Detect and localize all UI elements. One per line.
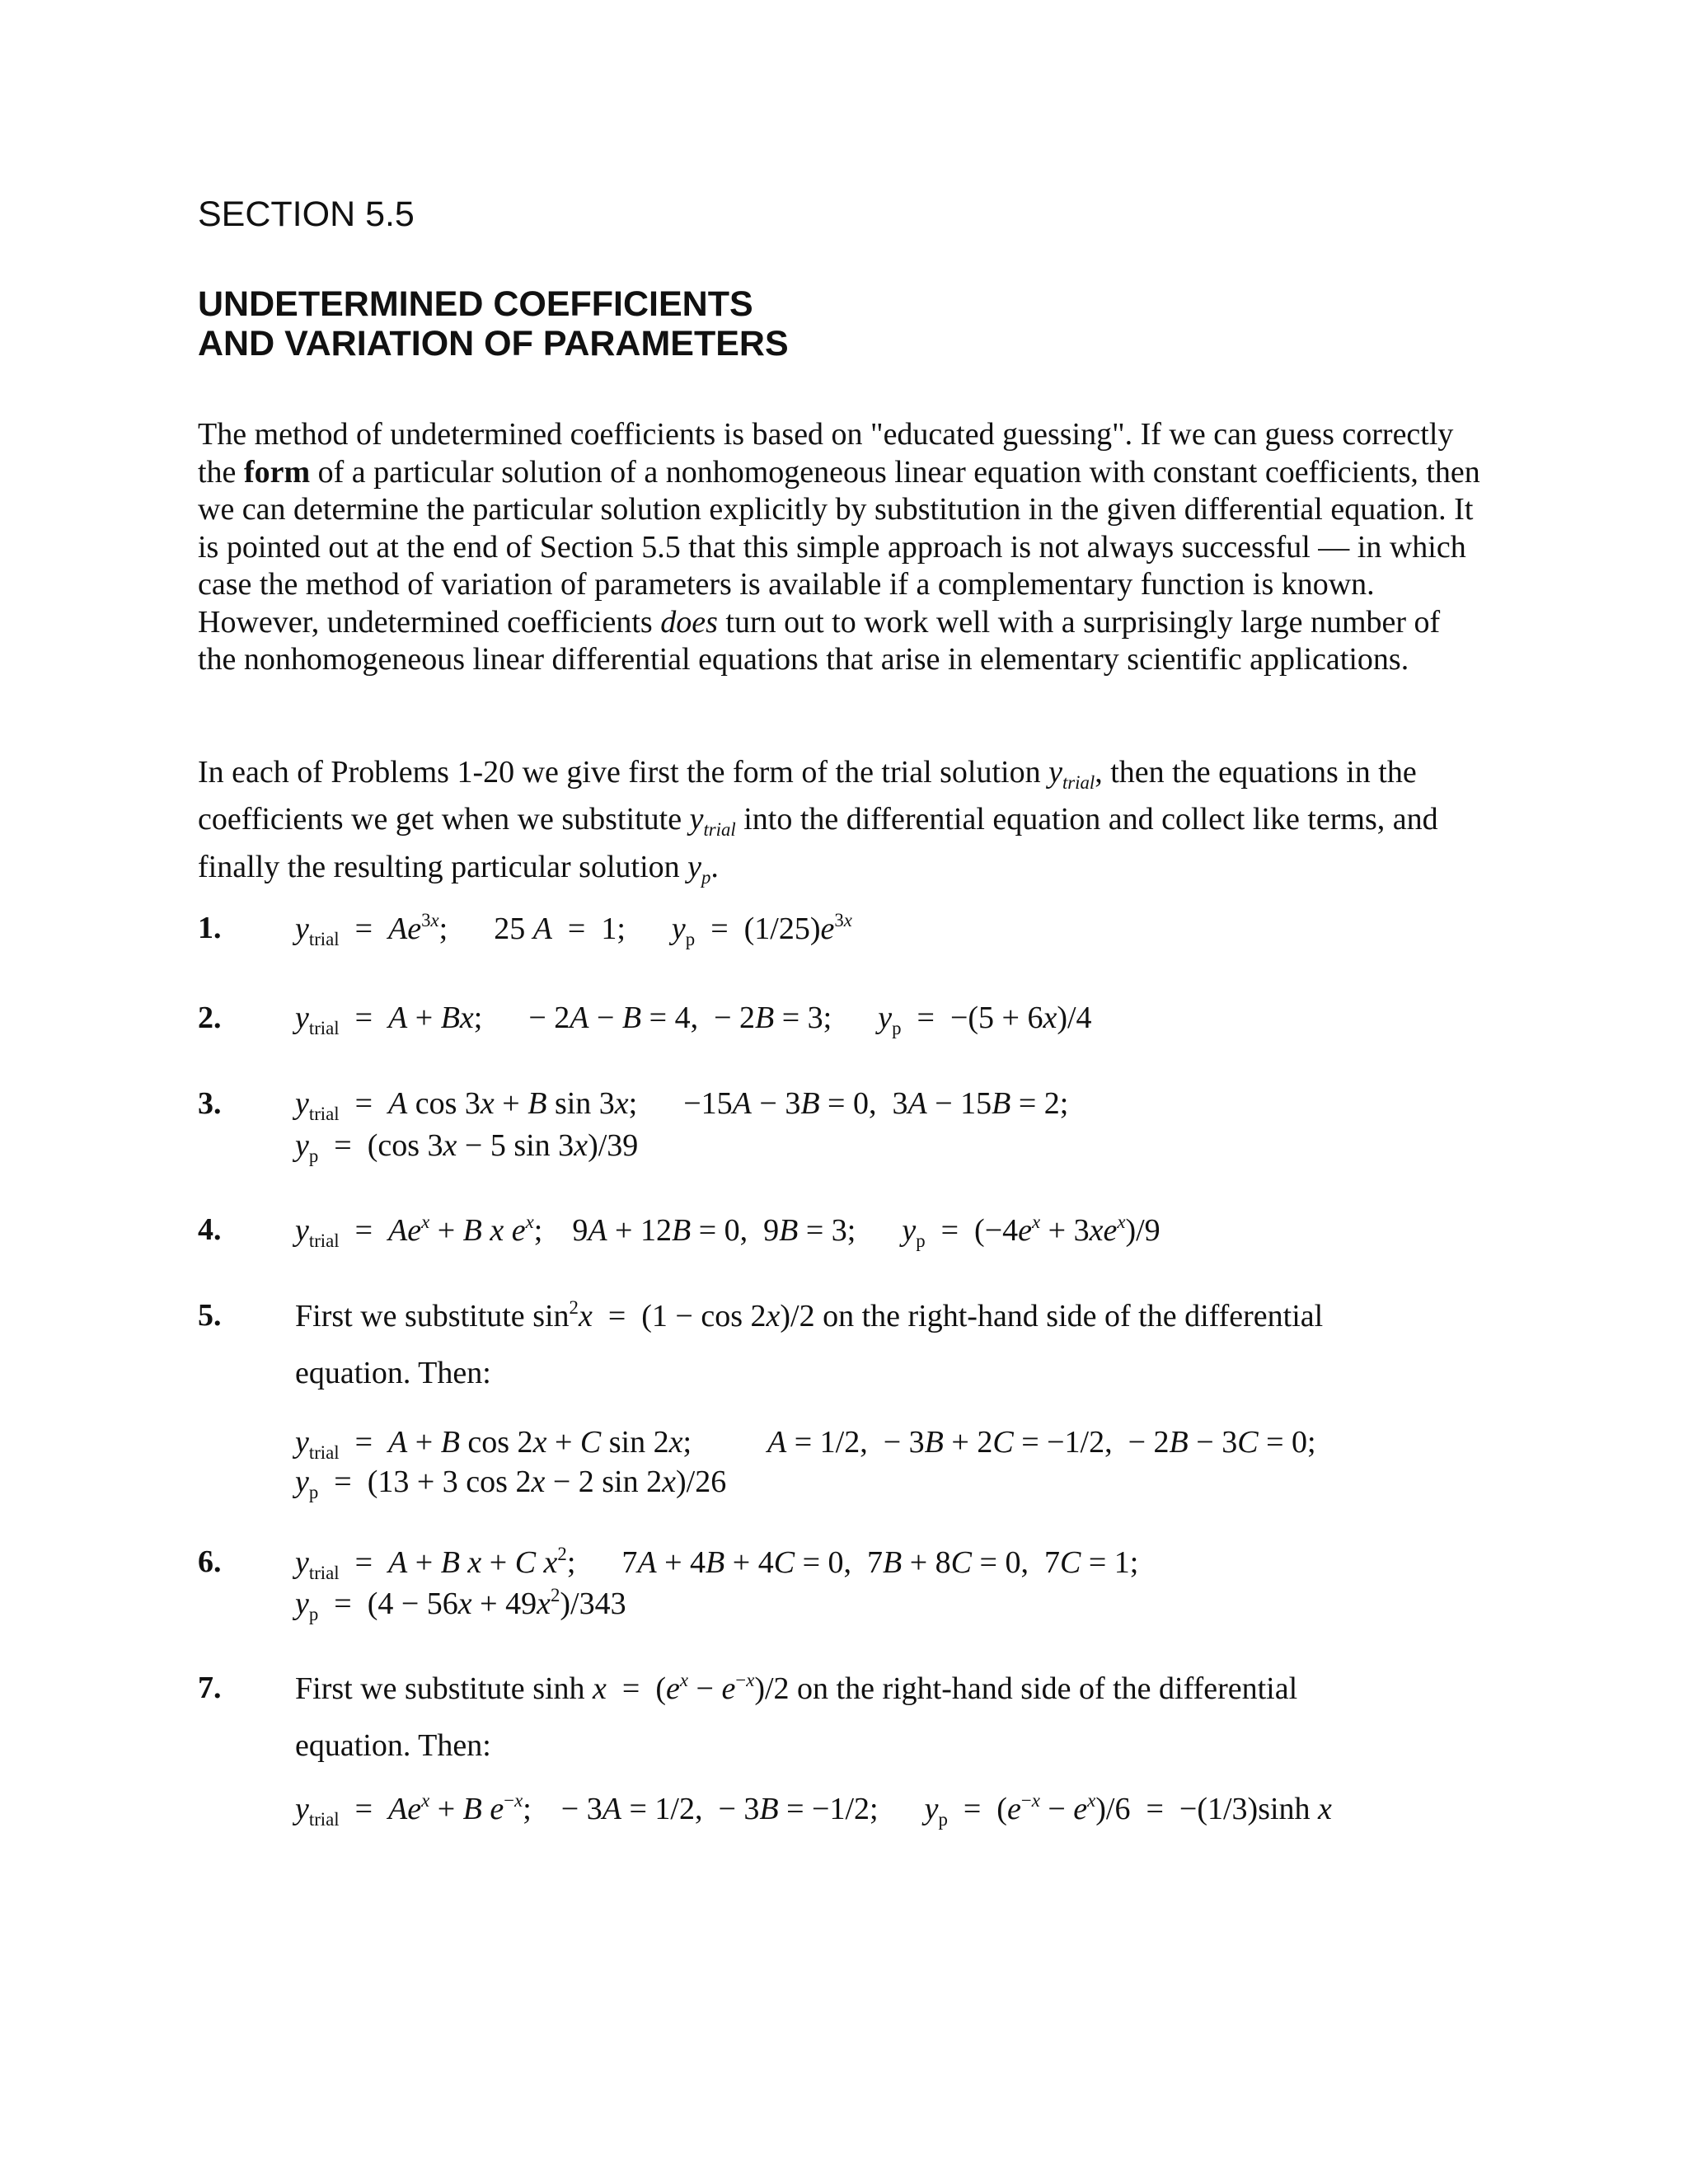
lead-paragraph: In each of Problems 1-20 we give first the form of the trial solution $y_{trial}$, then the equations in the coefficients we get when we substitute $y_{trial}$ into the differential equation and collect like terms, and finally the resulting particular solution $y_p$. xyxy=(198,755,1438,888)
heading-line-1: UNDETERMINED COEFFICIENTS xyxy=(198,284,753,324)
bold-form: form xyxy=(243,454,311,490)
problem-number: 2. xyxy=(198,1001,222,1035)
heading-line-2: AND VARIATION OF PARAMETERS xyxy=(198,324,789,363)
equation-line: $y_{trial} = Ae^{3x}$; 25 A = 1; $y_p = (1/25)e^{3x}$ xyxy=(295,910,852,949)
section-number: SECTION 5.5 xyxy=(198,194,415,234)
equation-line: $y_p = (13 + 3$ cos 2x − 2 sin 2x)/26 xyxy=(295,1465,727,1502)
problem-text: equation. Then: xyxy=(295,1356,491,1390)
problem-text: equation. Then: xyxy=(295,1728,491,1763)
problem-text: First we substitute $\sinh x = (e^x - e^{-x})/2$ on the right-hand side of the differential xyxy=(295,1670,1298,1706)
equation-line: $y_{trial} = A + B$ x + C $x^2$; 7A + 4B + 4C = 0, 7B + 8C = 0, 7C = 1; xyxy=(295,1544,1139,1583)
equation-line: $y_{trial} = A$ cos 3x + B sin 3x; −15A − 3B = 0, 3A − 15B = 2; xyxy=(295,1086,1069,1124)
y-p-symbol: $y_p$ xyxy=(687,849,711,888)
y-trial-symbol: $y_{trial}$ xyxy=(1048,755,1095,793)
italic-does: does xyxy=(660,604,718,640)
problem-number: 7. xyxy=(198,1671,222,1705)
equation-line: $y_{trial} = A + Bx$; − 2A − B = 4, − 2B = 3; $y_p = -(5 + 6x)/4$ xyxy=(295,1001,1092,1038)
problem-number: 6. xyxy=(198,1544,222,1579)
equation-line: $y_{trial} = Ae^x + B$ x $e^x$; 9A + 12B = 0, 9B = 3; $y_p = (-4e^x + 3xe^x)/9$ xyxy=(295,1212,1160,1251)
problem-text: First we substitute $\sin^2x = (1 - \cos 2x)/2$ on the right-hand side of the differential xyxy=(295,1297,1324,1333)
problem-number: 1. xyxy=(198,911,222,945)
equation-line: $y_p = (4 - 56x + 49x^2)/343$ xyxy=(295,1585,626,1624)
section-heading xyxy=(198,284,789,363)
intro-paragraph: The method of undetermined coefficients is based on "educated guessing". If we can guess correctly the form of a particular solution of a nonhomogeneous linear equation with constant coefficients, then we can determine the particular solution explicitly by substitution in the given differential equation. It is pointed out at the end of Section 5.5 that this simple approach is not always successful — in which case the method of variation of parameters is available if a complementary function is known. However, undetermined coefficients does turn out to work well with a surprisingly large number of the nonhomogeneous linear differential equations that arise in elementary scientific applications. xyxy=(198,417,1480,677)
problem-number: 3. xyxy=(198,1086,222,1121)
y-trial-symbol: $y_{trial}$ xyxy=(689,802,736,841)
problem-number: 4. xyxy=(198,1212,222,1247)
equation-line: $y_p = (\cos$ 3x − 5 sin 3x)/39 xyxy=(295,1128,639,1166)
equation-line: $y_{trial} = A + B$ cos 2x + C sin 2x; A = 1/2, − 3B + 2C = −1/2, − 2B − 3C = 0; xyxy=(295,1425,1316,1463)
equation-line: $y_{trial} = Ae^x + B$ $e^{-x}$; − 3A = 1/2, − 3B = −1/2; $y_p = (e^{-x} - e^x)/6 = -(1/3)\sinh$ x xyxy=(295,1790,1332,1830)
problem-number: 5. xyxy=(198,1298,222,1333)
